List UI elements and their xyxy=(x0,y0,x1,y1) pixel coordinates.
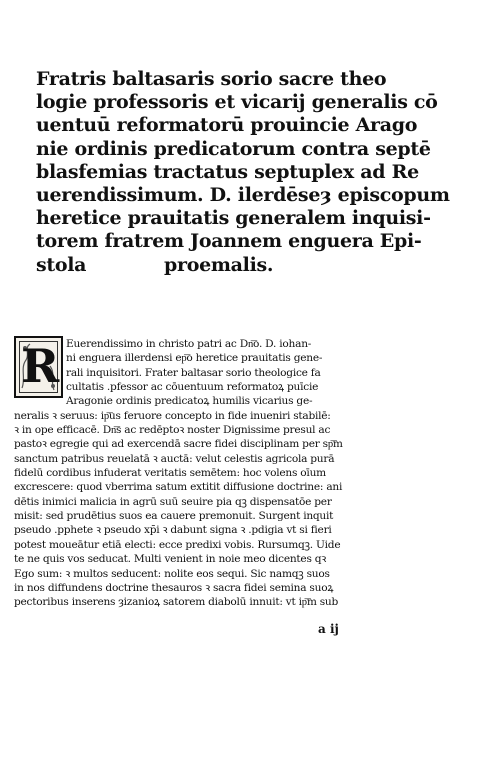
text-line: dētis inimici malicia in agrū suū seuire pia qꝫ dispensatōe per xyxy=(14,495,332,508)
title-last-line xyxy=(36,254,378,277)
initial-letter: R xyxy=(21,339,60,393)
signature-mark: a ij xyxy=(318,622,339,636)
text-line: neralis ꝛ seruus: ip͞us feruore concepto in fide inueniri stabilē: xyxy=(14,409,331,422)
text-line: Ego sum: ꝛ multos seducent: nolite eos sequi. Sic namqꝫ suos xyxy=(14,567,330,580)
text-line: pastoꝛ egregie qui ad exercendā sacre fidei disciplinam per sp͞m xyxy=(14,438,343,451)
title-line: blasfemias tractatus septuplex ad Re xyxy=(36,160,419,183)
text-line: in nos diffundens doctrine thesauros ꝛ sacra fidei semina suoꝝ xyxy=(14,581,334,594)
epistle-text xyxy=(14,337,368,610)
text-line: potest moueātur etiā electi: ecce predixi vobis. Rursumqꝫ. Uide xyxy=(14,538,341,551)
text-line: cultatis .pfessor ac cōuentuum reformatoꝝ puīcie xyxy=(66,381,319,394)
title-line: heretice prauitatis generalem inquisi- xyxy=(36,207,431,230)
title-last-left: stola xyxy=(36,253,87,276)
text-line: fidelū cordibus infuderat veritatis semētem: hoc volens oīum xyxy=(14,467,326,480)
text-line: pseudo .pphete ꝛ pseudo xp̄i ꝛ dabunt signa ꝛ .pdigia vt si fieri xyxy=(14,524,332,537)
title-line: logie professoris et vicarij generalis cō xyxy=(36,91,438,114)
text-line: sanctum patribus reuelatā ꝛ auctā: velut celestis agricola purā xyxy=(14,452,335,465)
text-line: ni enguera illerdensi ep͞o heretice prauitatis gene- xyxy=(66,352,323,365)
text-line: excrescere: quod vberrima satum extitit diffusione doctrine: ani xyxy=(14,481,343,494)
text-line: Aragonie ordinis predicatoꝝ humilis vicarius ge- xyxy=(66,395,313,408)
book-title xyxy=(36,68,450,277)
title-last-right: proemalis. xyxy=(164,253,274,276)
title-line: uentuū reformatorū prouincie Arago xyxy=(36,114,418,137)
text-line: Euerendissimo in christo patri ac Dn͞o. D. iohan- xyxy=(66,338,312,350)
text-line: ꝛ in ope efficacē. Dn͞s ac redēptoꝛ noster Dignissime presul ac xyxy=(14,424,331,437)
text-line: misit: sed prudētius suos ea cauere premonuit. Surgent inquit xyxy=(14,510,334,523)
text-line: te ne quis vos seducat. Multi venient in noie meo dicentes qꝛ xyxy=(14,553,327,566)
title-line: torem fratrem Joannem enguera Epi- xyxy=(36,230,422,253)
text-line: rali inquisitori. Frater baltasar sorio theologice fa xyxy=(66,366,321,379)
title-line: nie ordinis predicatorum contra septē xyxy=(36,137,431,160)
title-line: Fratris baltasaris sorio sacre theo xyxy=(36,68,387,90)
title-line: uerendissimum. D. ilerdēseȝ episcopum xyxy=(36,184,450,207)
text-line: pectoribus inserens ȝizanioꝝ satorem diabolū innuit: vt ip͞m sub xyxy=(14,596,339,609)
